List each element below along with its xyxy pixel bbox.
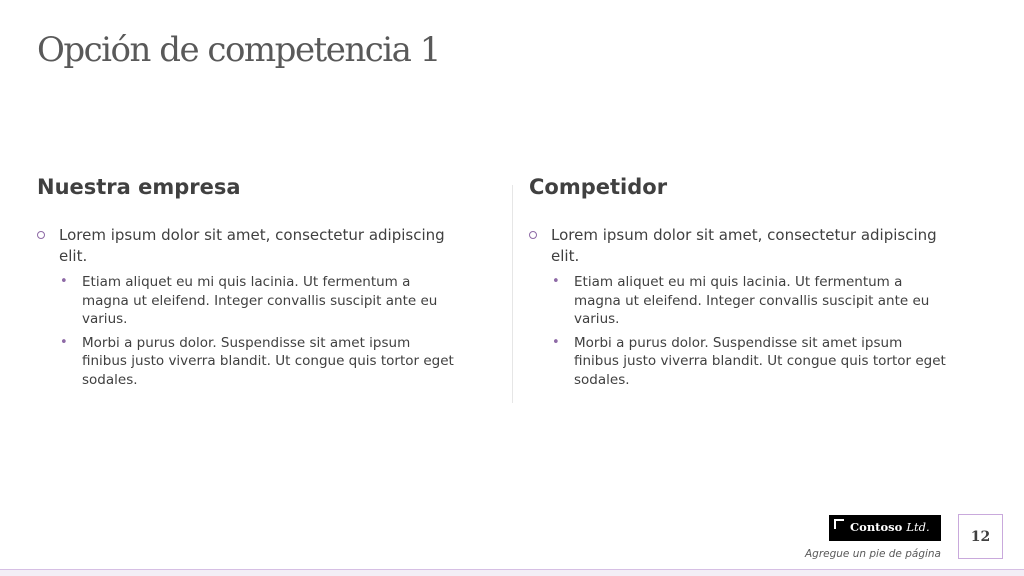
bullet-dot-icon: •	[552, 274, 560, 289]
logo-text	[850, 520, 930, 534]
left-sub-bullet-2	[60, 334, 457, 390]
left-column-heading: Nuestra empresa	[37, 175, 241, 199]
corner-bracket-icon	[834, 519, 844, 529]
slide-title: Opción de competencia 1	[37, 30, 440, 70]
page-number: 12	[970, 528, 991, 545]
left-bullet	[37, 225, 457, 267]
contoso-logo	[829, 515, 941, 541]
bullet-dot-icon: •	[60, 274, 68, 289]
right-sub-bullet-1-text: Etiam aliquet eu mi quis lacinia. Ut fermentum a magna ut eleifend. Integer convallis suscipit ante eu varius.	[574, 274, 930, 327]
right-sub-bullet-1	[552, 273, 949, 329]
logo-suffix: Ltd.	[906, 520, 930, 534]
left-sub-bullet-1	[60, 273, 457, 329]
left-sub-bullets	[37, 273, 457, 389]
right-column-heading: Competidor	[529, 175, 668, 199]
logo-name: Contoso	[850, 520, 903, 534]
footer-rule	[0, 569, 1024, 576]
left-bullet-text: Lorem ipsum dolor sit amet, consectetur adipiscing elit.	[59, 226, 445, 265]
right-sub-bullets	[529, 273, 949, 389]
left-column	[37, 175, 457, 394]
bullet-dot-icon: •	[552, 334, 560, 350]
bullet-dot-icon: •	[60, 334, 68, 350]
right-column	[529, 175, 949, 394]
right-bullet-text: Lorem ipsum dolor sit amet, consectetur adipiscing elit.	[551, 226, 937, 265]
circle-outline-icon	[37, 231, 45, 239]
left-sub-bullet-2-text: Morbi a purus dolor. Suspendisse sit amet ipsum finibus justo viverra blandit. Ut congue quis tortor eget sodales.	[82, 334, 454, 388]
right-sub-bullet-2-text: Morbi a purus dolor. Suspendisse sit amet ipsum finibus justo viverra blandit. Ut congue quis tortor eget sodales.	[574, 334, 946, 388]
circle-outline-icon	[529, 231, 537, 239]
column-divider	[512, 185, 513, 403]
page-number-box	[958, 514, 1003, 559]
right-bullet	[529, 225, 949, 267]
left-sub-bullet-1-text: Etiam aliquet eu mi quis lacinia. Ut fermentum a magna ut eleifend. Integer convallis suscipit ante eu varius.	[82, 274, 438, 327]
right-sub-bullet-2	[552, 334, 949, 390]
footer-text: Agregue un pie de página	[804, 548, 941, 560]
